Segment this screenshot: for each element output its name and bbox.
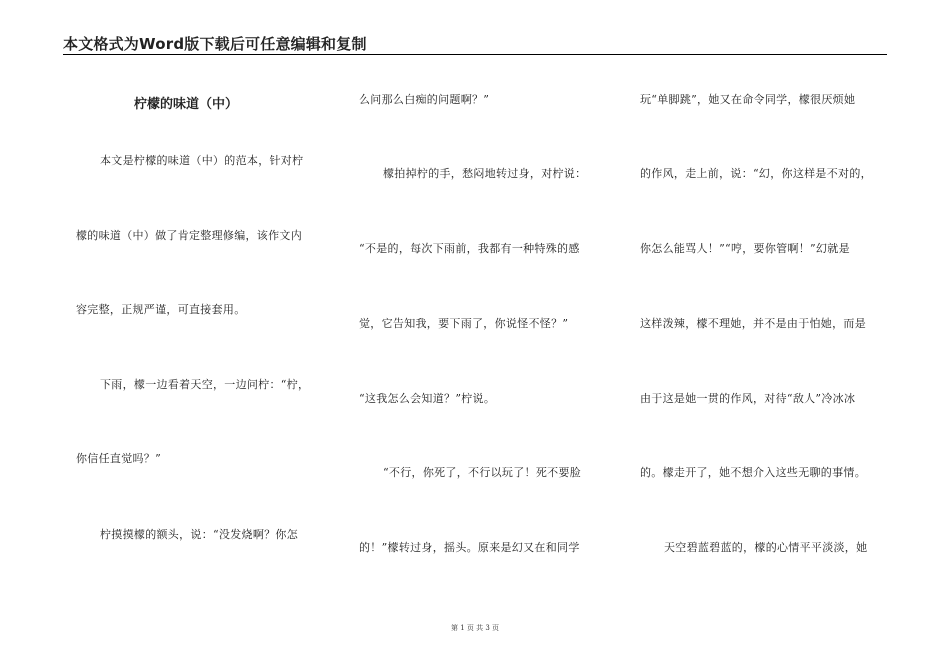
text-line: 的作风，走上前，说：“幻，你这样是不对的，: [640, 167, 872, 180]
text-line: 檬的味道（中）做了肯定整理修编，该作文内: [76, 229, 302, 242]
text-line: 玩“单脚跳”，她又在命令同学，檬很厌烦她: [640, 93, 856, 106]
text-line: “不行，你死了，不行以玩了！死不要脸: [383, 466, 582, 479]
text-column-2: [359, 0, 609, 620]
text-line: “这我怎么会知道？”柠说。: [359, 392, 496, 405]
text-column-1: [76, 0, 326, 620]
text-line: 本文是柠檬的味道（中）的范本，针对柠: [100, 154, 304, 167]
text-line: 檬拍掉柠的手，愁闷地转过身，对柠说：: [383, 167, 587, 180]
text-line: 由于这是她一贯的作风，对待“敌人”冷冰冰: [640, 392, 856, 405]
text-line: 天空碧蓝碧蓝的，檬的心情平平淡淡，她: [664, 541, 868, 554]
text-line: 容完整，正规严谨，可直接套用。: [76, 303, 246, 316]
text-column-3: [640, 0, 890, 620]
document-header-title: 本文格式为Word版下载后可任意编辑和复制: [63, 35, 367, 53]
text-line: 的。檬走开了，她不想介入这些无聊的事情。: [640, 466, 866, 479]
text-line: 这样泼辣，檬不理她，并不是由于怕她，而是: [640, 317, 866, 330]
text-line: “不是的，每次下雨前，我都有一种特殊的感: [359, 242, 580, 255]
text-line: 柠摸摸檬的额头，说：“没发烧啊？你怎: [100, 528, 299, 541]
article-title: 柠檬的味道（中）: [134, 97, 239, 112]
text-line: 觉，它告知我，要下雨了，你说怪不怪？”: [359, 317, 569, 330]
text-line: 你信任直觉吗？”: [76, 452, 162, 465]
text-line: 你怎么能骂人！”“哼，要你管啊！”幻就是: [640, 242, 850, 255]
text-line: 么问那么白痴的问题啊？”: [359, 93, 490, 106]
page-number-footer: 第 1 页 共 3 页: [450, 624, 500, 632]
text-line: 下雨，檬一边看着天空，一边问柠：“柠，: [100, 378, 310, 391]
text-line: 的！”檬转过身，摇头。原来是幻又在和同学: [359, 541, 580, 554]
